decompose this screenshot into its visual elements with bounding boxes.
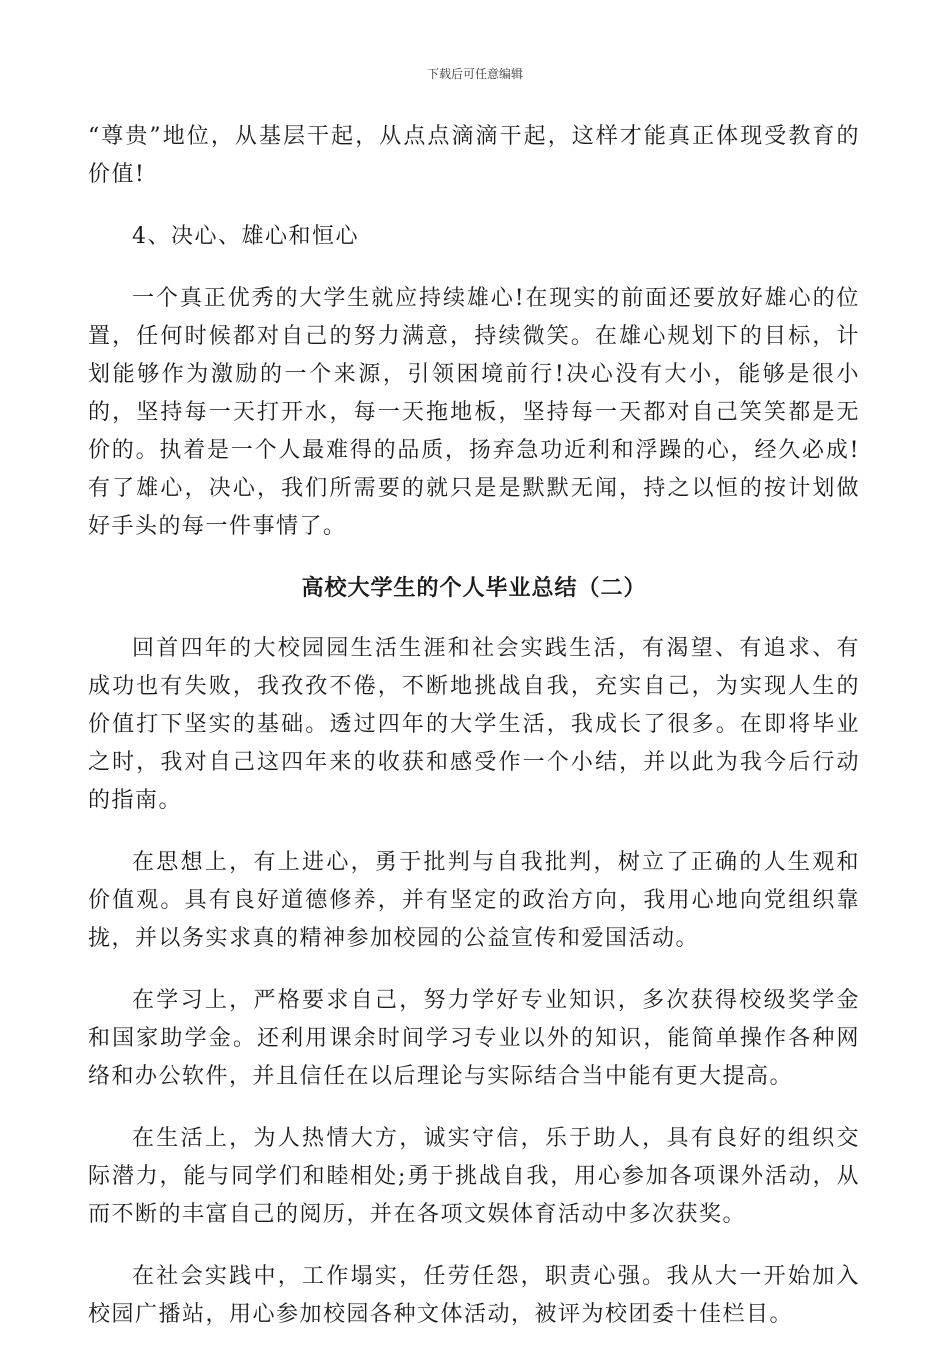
- paragraph-practice: 在社会实践中，工作塌实，任劳任怨，职责心强。我从大一开始加入校园广播站，用心参加校园各种文体活动，被评为校团委十佳栏目。: [88, 1264, 860, 1327]
- paragraph-study: 在学习上，严格要求自己，努力学好专业知识，多次获得校级奖学金和国家助学金。还利用课余时间学习专业以外的知识，能简单操作各种网络和办公软件，并且信任在以后理论与实际结合当中能有更大提高。: [88, 988, 860, 1089]
- section-title: 高校大学生的个人毕业总结（二）: [301, 576, 647, 601]
- document-body: [88, 118, 860, 1358]
- paragraph-life: 在生活上，为人热情大方，诚实守信，乐于助人，具有良好的组织交际潜力，能与同学们和睦相处;勇于挑战自我，用心参加各项课外活动，从而不断的丰富自己的阅历，并在各项文娱体育活动中多次获奖。: [88, 1126, 860, 1227]
- paragraph-ambition: 一个真正优秀的大学生就应持续雄心!在现实的前面还要放好雄心的位置，任何时候都对自己的努力满意，持续微笑。在雄心规划下的目标，计划能够作为激励的一个来源，引领困境前行!决心没有大小，能够是很小的，坚持每一天打开水，每一天拖地板，坚持每一天都对自己笑笑都是无价的。执着是一个人最难得的品质，扬弃急功近利和浮躁的心，经久必成!有了雄心，决心，我们所需要的就只是是默默无闻，持之以恒的按计划做好手头的每一件事情了。: [88, 286, 860, 539]
- paragraph-continuation: “尊贵”地位，从基层干起，从点点滴滴干起，这样才能真正体现受教育的价值!: [88, 124, 860, 187]
- paragraph-thought: 在思想上，有上进心，勇于批判与自我批判，树立了正确的人生观和价值观。具有良好道德修养，并有坚定的政治方向，我用心地向党组织靠拢，并以务实求真的精神参加校园的公益宣传和爱国活动。: [88, 850, 860, 951]
- page-header: 下载后可任意编辑: [426, 67, 523, 81]
- subheading-resolve: 4、决心、雄心和恒心: [132, 224, 359, 249]
- paragraph-review: 回首四年的大校园园生活生涯和社会实践生活，有渴望、有追求、有成功也有失败，我孜孜不倦，不断地挑战自我，充实自己，为实现人生的价值打下坚实的基础。透过四年的大学生活，我成长了很多。在即将毕业之时，我对自己这四年来的收获和感受作一个小结，并以此为我今后行动的指南。: [88, 636, 860, 813]
